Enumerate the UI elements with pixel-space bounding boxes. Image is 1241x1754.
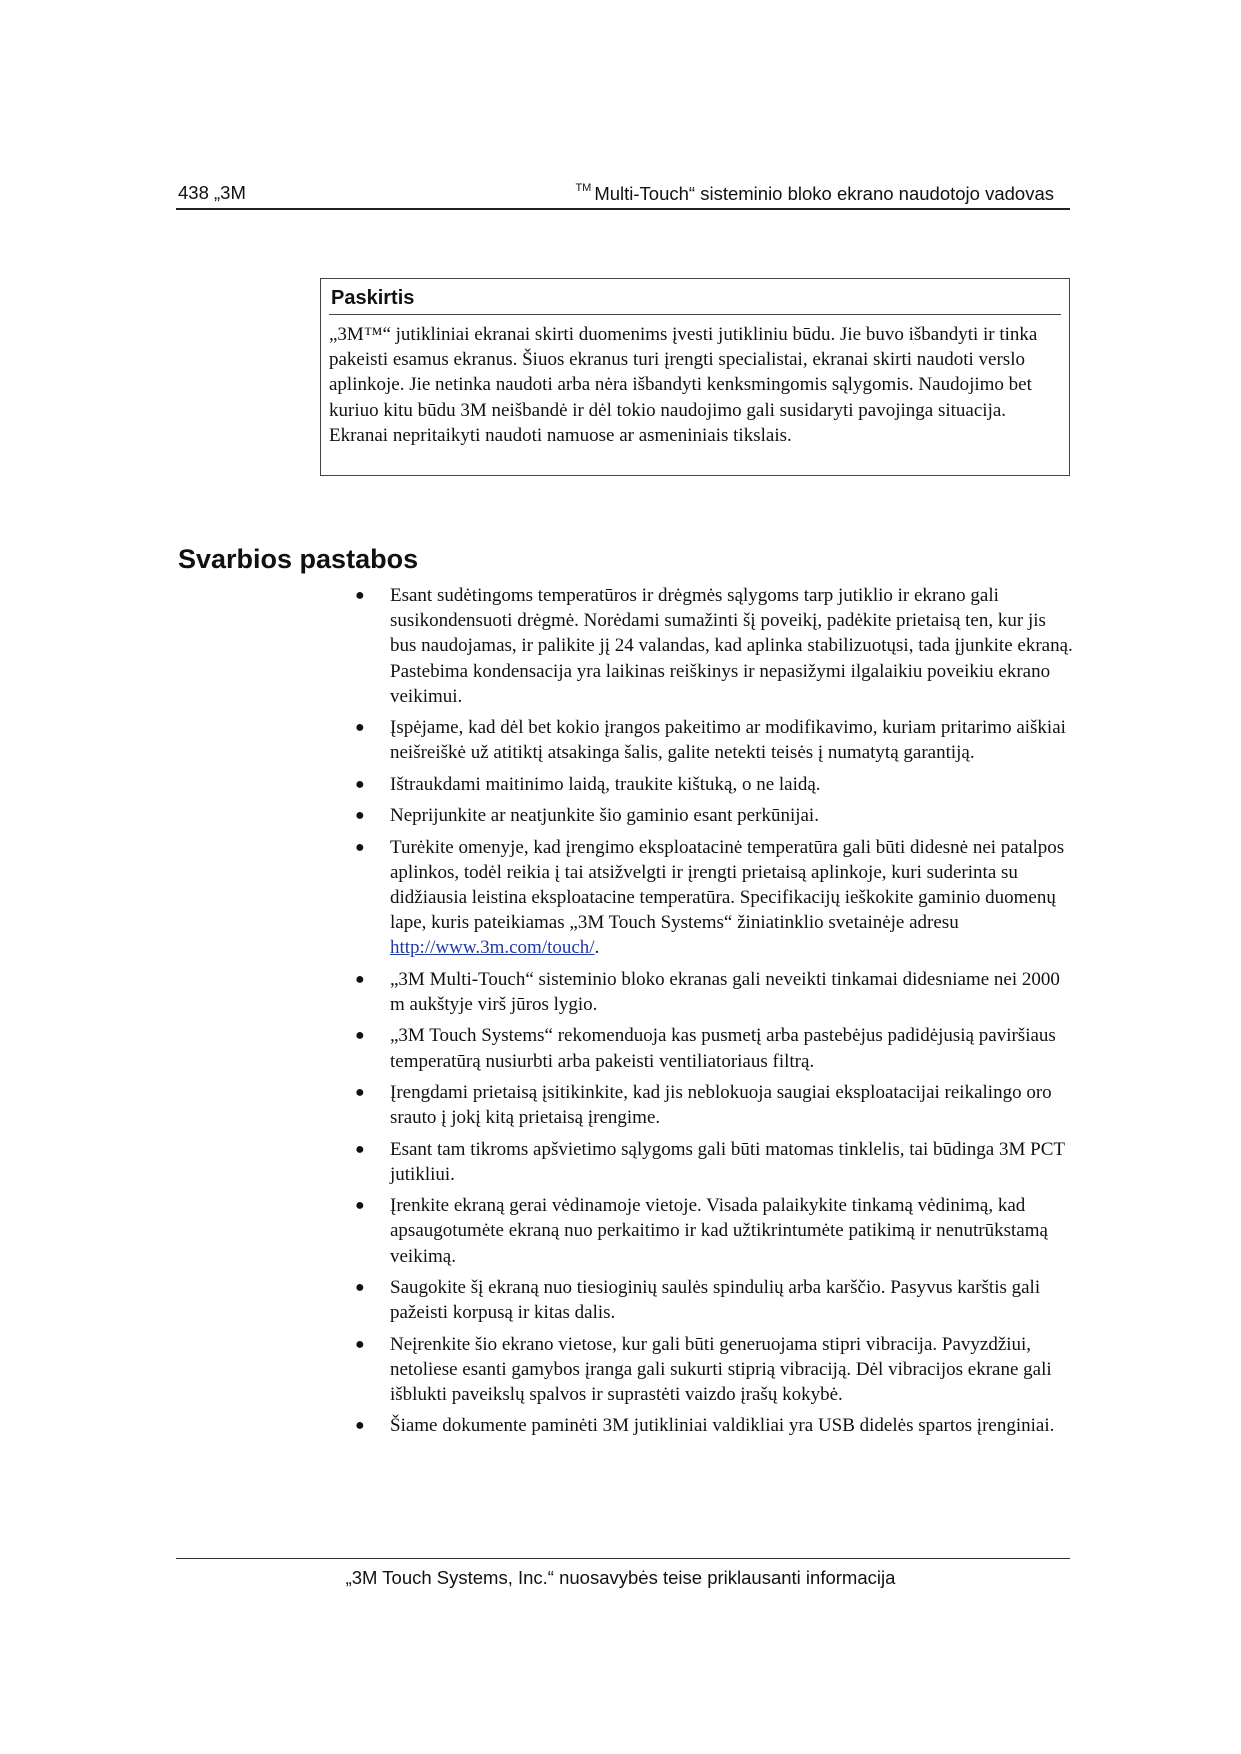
page-footer: „3M Touch Systems, Inc.“ nuosavybės teise priklausanti informacija — [345, 1567, 896, 1588]
list-item — [350, 1193, 1075, 1269]
list-item — [350, 835, 1075, 961]
bullet-icon: ● — [355, 1140, 365, 1158]
list-item — [350, 715, 1075, 765]
list-item-text: Šiame dokumente paminėti 3M jutikliniai valdikliai yra USB didelės spartos įrenginiai. — [390, 1415, 1055, 1437]
list-item — [350, 803, 1075, 828]
list-item-text: Esant sudėtingoms temperatūros ir drėgmės sąlygoms tarp jutiklio ir ekrano gali susikondensuoti drėgmė. Norėdami sumažinti šį poveikį, padėkite prietaisą ten, kur jis bus naudojamas, ir palikite jį 24 valandas, kad aplinka stabilizuotųsi, tada įjunkite ekraną. Pastebima kondensacija yra laikinas reiškinys ir nepasižymi ilgalaikiu poveikiu ekrano veikimui. — [390, 585, 1073, 707]
header-title — [575, 182, 1054, 205]
bullet-icon: ● — [355, 1083, 365, 1101]
bullet-icon: ● — [355, 1027, 365, 1045]
list-item-text: Neprijunkite ar neatjunkite šio gaminio esant perkūnijai. — [390, 805, 819, 827]
header-title-text: Multi-Touch“ sisteminio bloko ekrano naudotojo vadovas — [594, 183, 1054, 204]
link-suffix: . — [594, 937, 600, 959]
list-item — [350, 1080, 1075, 1130]
trademark-mark: TM — [575, 182, 592, 194]
list-item — [350, 772, 1075, 797]
intended-use-title-bar — [329, 284, 1061, 315]
intended-use-title: Paskirtis — [331, 287, 415, 309]
footer-divider — [176, 1558, 1070, 1559]
bullet-icon: ● — [355, 838, 365, 856]
list-item-text: Turėkite omenyje, kad įrengimo eksploatacinė temperatūra gali būti didesnė nei patalpos aplinkos, todėl reikia į tai atsižvelgti ir įrengti prietaisą aplinkoje, kuri suderinta su didžiausia leistina eksploatacine temperatūra. Specifikacijų ieškokite gaminio duomenų lape, kuris pateikiamas „3M Touch Systems“ žiniatinklio svetainėje adresu — [390, 836, 1065, 934]
intended-use-text: „3M™“ jutikliniai ekranai skirti duomenims įvesti jutikliniu būdu. Jie buvo išbandyti ir tinka pakeisti esamus ekranus. Šiuos ekranus turi įrengti specialistai, ekranai skirti naudoti verslo aplinkoje. Jie netinka naudoti arba nėra išbandyti kenksmingomis sąlygomis. Naudojimo bet kuriuo kitu būdu 3M neišbandė ir dėl tokio naudojimo gali susidaryti pavojinga situacija. Ekranai nepritaikyti naudoti namuose ar asmeniniais tikslais. — [329, 324, 1038, 446]
bullet-icon: ● — [355, 970, 365, 988]
list-item — [350, 967, 1075, 1017]
list-item-text: Įspėjame, kad dėl bet kokio įrangos pakeitimo ar modifikavimo, kuriam pritarimo aiškiai neišreiškė už atitiktį atsakinga šalis, galite netekti teisės į numatytą garantiją. — [390, 717, 1066, 764]
list-item — [350, 1137, 1075, 1187]
list-item — [350, 1413, 1075, 1438]
page-header — [176, 178, 1070, 210]
list-item — [350, 1275, 1075, 1325]
bullet-icon: ● — [355, 775, 365, 793]
list-item-text: Įrenkite ekraną gerai vėdinamoje vietoje. Visada palaikykite tinkamą vėdinimą, kad apsaugotumėte ekraną nuo perkaitimo ir kad užtikrintumėte patikimą ir nenutrūkstamą veikimą. — [390, 1195, 1048, 1267]
bullet-icon: ● — [355, 1417, 365, 1435]
page-number-and-brand: 438 „3M — [178, 182, 246, 203]
notes-list — [350, 583, 1075, 1445]
bullet-icon: ● — [355, 1197, 365, 1215]
list-item-text: Ištraukdami maitinimo laidą, traukite kištuką, o ne laidą. — [390, 773, 821, 795]
list-item — [350, 1023, 1075, 1073]
list-item — [350, 583, 1075, 709]
list-item-text: Neįrenkite šio ekrano vietose, kur gali būti generuojama stipri vibracija. Pavyzdžiui, netoliese esanti gamybos įranga gali sukurti stiprią vibraciją. Dėl vibracijos ekrane gali išblukti paveikslų spalvos ir suprastėti vaizdo įrašų kokybė. — [390, 1333, 1052, 1405]
bullet-icon: ● — [355, 1335, 365, 1353]
bullet-icon: ● — [355, 719, 365, 737]
bullet-icon: ● — [355, 587, 365, 604]
intended-use-box — [320, 278, 1070, 476]
list-item-text: „3M Touch Systems“ rekomenduoja kas pusmetį arba pastebėjus padidėjusią paviršiaus temperatūrą nusiurbti arba pakeisti ventiliatoriaus filtrą. — [390, 1025, 1056, 1072]
list-item — [350, 1332, 1075, 1408]
list-item-text: „3M Multi-Touch“ sisteminio bloko ekranas gali neveikti tinkamai didesniame nei 2000 m aukštyje virš jūros lygio. — [390, 968, 1060, 1015]
section-heading: Svarbios pastabos — [178, 544, 419, 574]
bullet-icon: ● — [355, 1278, 365, 1296]
website-link[interactable]: http://www.3m.com/touch/ — [390, 937, 595, 959]
list-item-text: Saugokite šį ekraną nuo tiesioginių saulės spindulių arba karščio. Pasyvus karštis gali pažeisti korpusą ir kitas dalis. — [390, 1276, 1041, 1324]
bullet-icon: ● — [355, 807, 365, 825]
list-item-text: Esant tam tikroms apšvietimo sąlygoms gali būti matomas tinklelis, tai būdinga 3M PCT jutikliui. — [390, 1138, 1065, 1185]
list-item-text: Įrengdami prietaisą įsitikinkite, kad jis neblokuoja saugiai eksploatacijai reikalingo oro srauto į jokį kitą prietaisą įrengime. — [390, 1081, 1052, 1129]
